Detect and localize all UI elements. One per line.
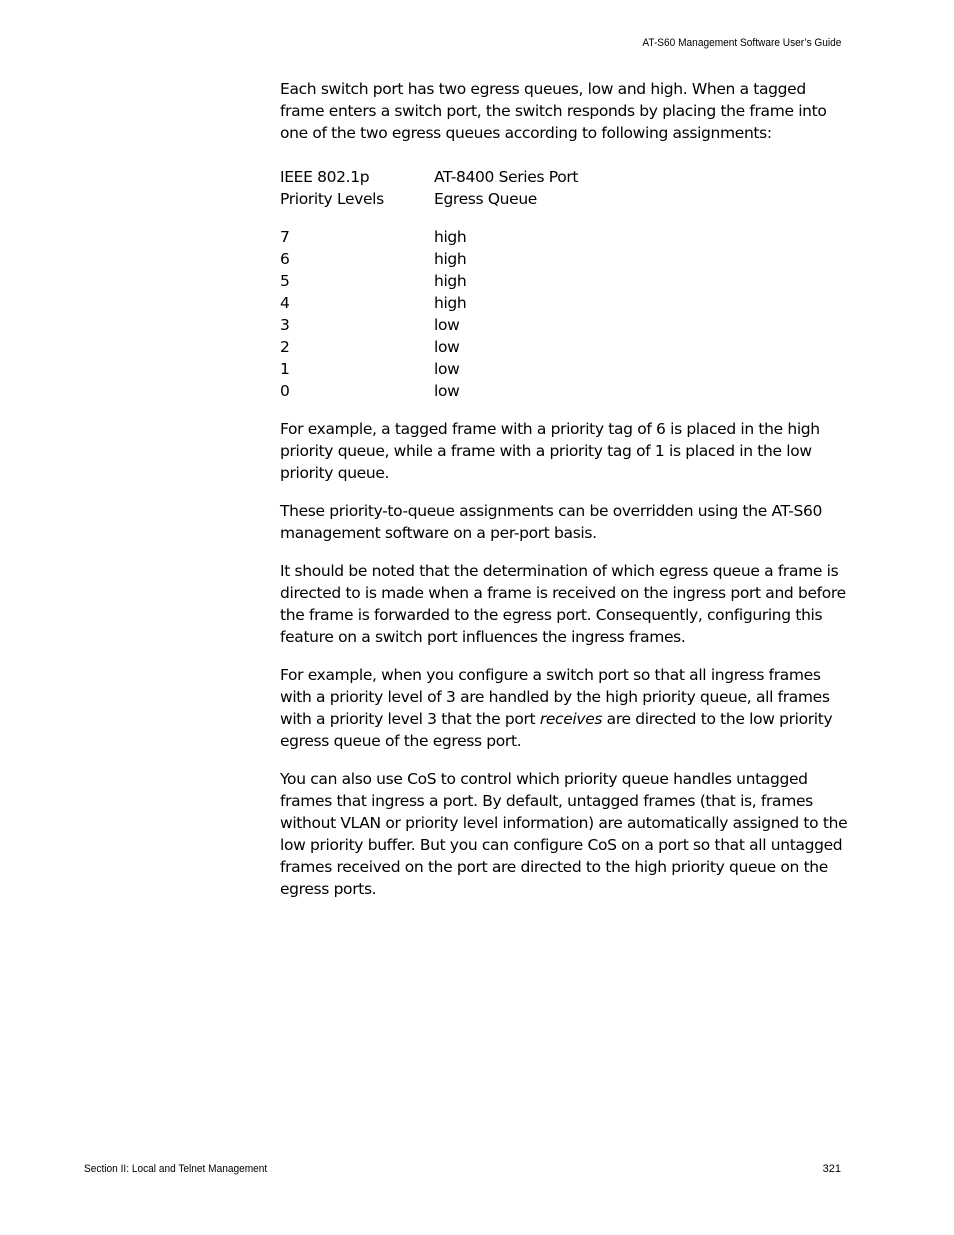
page-body [280, 78, 850, 916]
intro-paragraph: Each switch port has two egress queues, low and high. When a tagged frame enters a switch port, the switch responds by placing the frame into one of the two egress queues according to following assignments: [280, 80, 827, 142]
table-row [280, 270, 850, 292]
table-header-row [280, 188, 850, 210]
table-header [280, 166, 850, 210]
noted-paragraph: It should be noted that the determination of which egress queue a frame is directed to is made when a frame is received on the ingress port and before the frame is forwarded to the egress port. Consequently, configuring this feature on a switch port influences the ingress frames. [280, 562, 846, 646]
egress-queue-cell: low [434, 382, 460, 400]
egress-queue-cell: high [434, 228, 467, 246]
footer-section-label: Section II: Local and Telnet Management [84, 1163, 268, 1175]
priority-level-cell: 3 [280, 316, 290, 334]
priority-level-cell: 7 [280, 228, 290, 246]
config-text-after: are directed to the low priority egress queue of the egress port. [280, 710, 833, 750]
header-cell: Egress Queue [434, 190, 537, 208]
table-header-row [280, 166, 850, 188]
header-cell: IEEE 802.1p [280, 168, 370, 186]
override-paragraph: These priority-to-queue assignments can be overridden using the AT-S60 management software on a per-port basis. [280, 502, 822, 542]
priority-level-cell: 5 [280, 272, 290, 290]
table-row [280, 314, 850, 336]
config-example-paragraph [280, 664, 850, 752]
egress-queue-cell: high [434, 272, 467, 290]
priority-level-cell: 2 [280, 338, 290, 356]
example-paragraph: For example, a tagged frame with a priority tag of 6 is placed in the high priority queue, while a frame with a priority tag of 1 is placed in the low priority queue. [280, 420, 820, 482]
egress-queue-cell: high [434, 250, 467, 268]
priority-queue-table [280, 166, 850, 402]
table-row [280, 380, 850, 402]
egress-queue-cell: low [434, 316, 460, 334]
priority-level-cell: 4 [280, 294, 290, 312]
priority-level-cell: 6 [280, 250, 290, 268]
header-cell: AT-8400 Series Port [434, 168, 579, 186]
table-row [280, 358, 850, 380]
config-emphasis: receives [539, 710, 603, 728]
priority-level-cell: 0 [280, 382, 290, 400]
config-text-before: For example, when you configure a switch port so that all ingress frames with a priority level of 3 are handled by the high priority queue, all frames with a priority level 3 that the port [280, 666, 830, 728]
cos-paragraph: You can also use CoS to control which priority queue handles untagged frames that ingress a port. By default, untagged frames (that is, frames without VLAN or priority level information) are automatically assigned to the low priority buffer. But you can configure CoS on a port so that all untagged frames received on the port are directed to the high priority queue on the egress ports. [280, 770, 848, 898]
table-row [280, 336, 850, 358]
egress-queue-cell: low [434, 338, 460, 356]
egress-queue-cell: high [434, 294, 467, 312]
priority-level-cell: 1 [280, 360, 290, 378]
header-cell: Priority Levels [280, 190, 384, 208]
table-row [280, 248, 850, 270]
table-body [280, 226, 850, 402]
page-number: 321 [822, 1163, 841, 1175]
table-row [280, 226, 850, 248]
table-row [280, 292, 850, 314]
egress-queue-cell: low [434, 360, 460, 378]
running-header: AT-S60 Management Software User’s Guide [641, 37, 841, 49]
